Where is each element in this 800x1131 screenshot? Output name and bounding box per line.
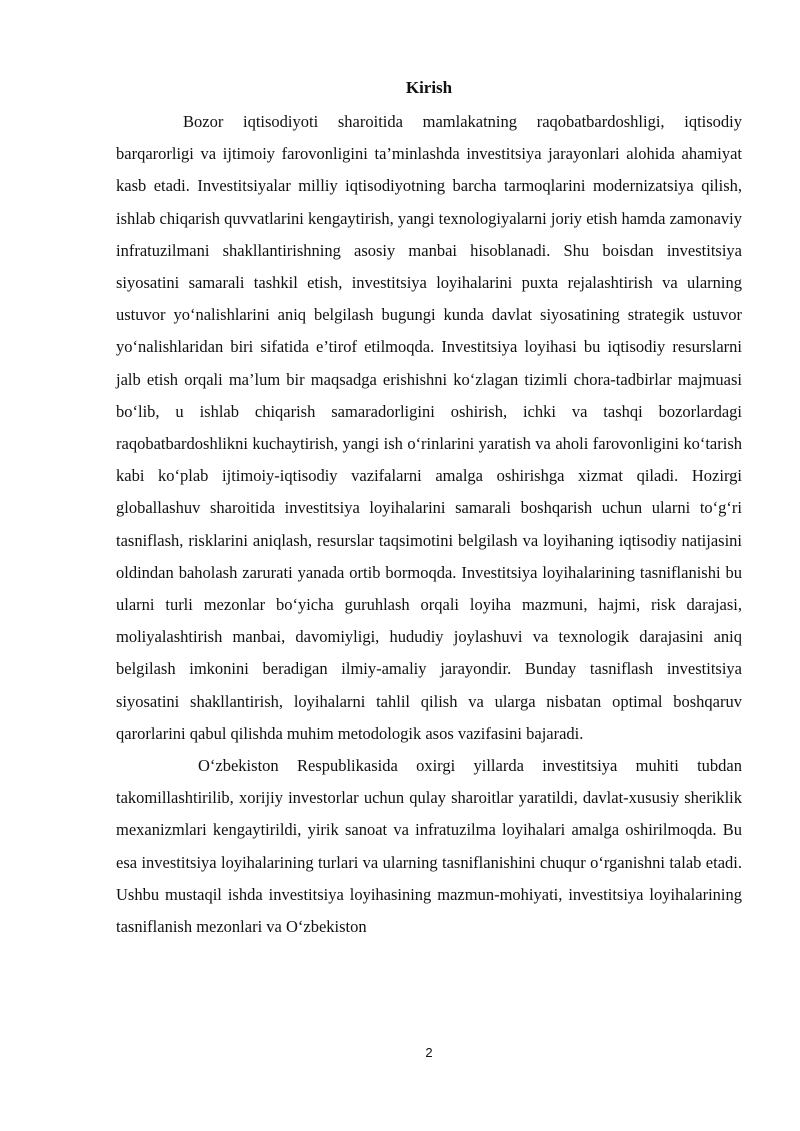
paragraph-introduction: Bozor iqtisodiyoti sharoitida mamlakatning raqobatbardoshligi, iqtisodiy barqarorligi va ijtimoiy farovonligini ta’minlashda investitsiya jarayonlari alohida ahamiyat kasb etadi. Investitsiyalar milliy iqtisodiyotning barcha tarmoqlarini modernizatsiya qilish, ishlab chiqarish quvvatlarini kengaytirish, yangi texnologiyalarni joriy etish hamda zamonaviy infratuzilmani shakllantirishning asosiy manbai hisoblanadi. Shu boisdan investitsiya siyosatini samarali tashkil etish, investitsiya loyihalarini puxta rejalashtirish va ularning ustuvor yo‘nalishlarini aniq belgilash bugungi kunda davlat siyosatining strategik ustuvor yo‘nalishlaridan biri sifatida e’tirof etilmoqda. Investitsiya loyihasi bu iqtisodiy resurslarni jalb etish orqali ma’lum bir maqsadga erishishni ko‘zlagan tizimli chora-tadbirlar majmuasi bo‘lib, u ishlab chiqarish samaradorligini oshirish, ichki va tashqi bozorlardagi raqobatbardoshlikni kuchaytirish, yangi ish o‘rinlarini yaratish va aholi farovonligini ko‘tarish kabi ko‘plab ijtimoiy-iqtisodiy vazifalarni amalga oshirishga xizmat qiladi. Hozirgi globallashuv sharoitida investitsiya loyihalarini samarali boshqarish uchun ularni to‘g‘ri tasniflash, risklarini aniqlash, resurslar taqsimotini belgilash va loyihaning iqtisodiy natijasini oldindan baholash zarurati yanada ortib bormoqda. Investitsiya loyihalarining tasniflanishi bu ularni turli mezonlar bo‘yicha guruhlash orqali loyiha mazmuni, hajmi, risk darajasi, moliyalashtirish manbai, davomiyligi, hududiy joylashuvi va texnologik darajasini aniq belgilash imkonini beradigan ilmiy-amaliy jarayondir. Bunday tasniflash investitsiya siyosatini shakllantirish, loyihalarni tahlil qilish va ularga nisbatan optimal boshqaruv qarorlarini qabul qilishda muhim metodologik asos vazifasini bajaradi. [116, 112, 742, 743]
paragraph-uzbekistan: O‘zbekiston Respublikasida oxirgi yillarda investitsiya muhiti tubdan takomillashtirilib, xorijiy investorlar uchun qulay sharoitlar yaratildi, davlat-xususiy sheriklik mexanizmlari kengaytirildi, yirik sanoat va infratuzilma loyihalari amalga oshirilmoqda. Bu esa investitsiya loyihalarining turlari va ularning tasniflanishini chuqur o‘rganishni talab etadi. Ushbu mustaqil ishda investitsiya loyihasining mazmun-mohiyati, investitsiya loyihalarining tasniflanish mezonlari va O‘zbekiston [116, 756, 742, 937]
page-number: 2 [425, 1045, 433, 1060]
body-text [116, 106, 742, 943]
section-heading: Kirish [405, 78, 453, 97]
